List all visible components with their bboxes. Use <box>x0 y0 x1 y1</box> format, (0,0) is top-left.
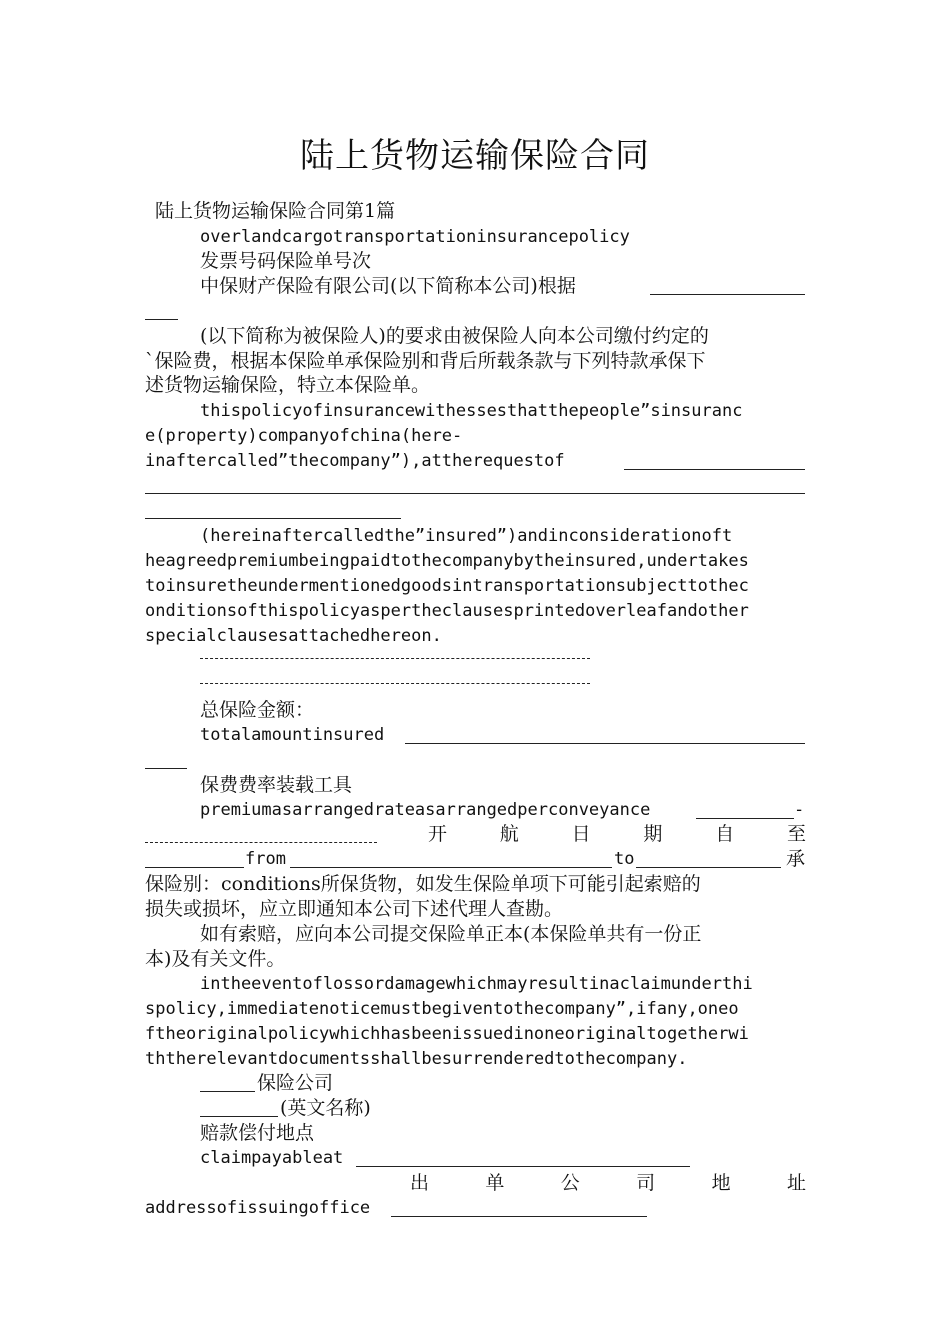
document-title: 陆上货物运输保险合同 <box>300 136 650 176</box>
company-intro: 中保财产保险有限公司(以下简称本公司)根据 <box>200 275 576 297</box>
sailing-char: 日 <box>571 823 591 845</box>
to-label: to <box>614 849 635 869</box>
en-intro-2: e(property)companyofchina(here- <box>145 426 463 446</box>
total-amount-cn: 总保险金额： <box>200 699 315 721</box>
blank-to <box>636 867 781 868</box>
insured-request-1: (以下简称为被保险人)的要求由被保险人向本公司缴付约定的 <box>200 325 709 347</box>
en-insured-2: heagreedpremiumbeingpaidtothecompanybytheinsured,undertakes <box>145 551 749 571</box>
dashed-premium-cont <box>145 842 377 843</box>
dashed-separator-2 <box>200 683 590 684</box>
invoice-line: 发票号码保险单号次 <box>200 250 372 272</box>
claim-en-1: intheeventoflossordamagewhichmayresultinaclaimunderthi <box>200 974 753 994</box>
blank-total-amount-cont <box>145 768 187 769</box>
blank-insured-name <box>650 294 805 295</box>
insured-request-3: 述货物运输保险，特立本保险单。 <box>145 374 431 396</box>
blank-insurer-cn <box>200 1091 255 1092</box>
issuing-char: 司 <box>636 1172 656 1194</box>
blank-request-of-3 <box>145 518 401 519</box>
total-amount-en: totalamountinsured <box>200 725 385 745</box>
blank-premium <box>696 818 794 819</box>
cheng-char: 承 <box>786 848 806 870</box>
en-policy-name: overlandcargotransportationinsurancepolicy <box>200 227 630 247</box>
en-intro-3: inaftercalled”thecompany”),attherequestof <box>145 451 565 471</box>
en-insured-3: toinsuretheundermentionedgoodsintransportationsubjecttothec <box>145 576 749 596</box>
insurer-en-name: (英文名称) <box>280 1097 371 1119</box>
issuing-en: addressofissuingoffice <box>145 1198 371 1218</box>
blank-insurer-en <box>200 1116 278 1117</box>
sailing-char: 开 <box>428 823 448 845</box>
en-insured-5: specialclausesattachedhereon. <box>145 626 442 646</box>
issuing-char: 出 <box>410 1172 430 1194</box>
claim-en-4: ththerelevantdocumentsshallbesurrenderedtothecompany. <box>145 1049 688 1069</box>
claim-cn-2: 本)及有关文件。 <box>145 948 286 970</box>
sailing-char: 航 <box>499 823 519 845</box>
blank-payable-at <box>356 1166 690 1167</box>
blank-sailing-date <box>145 867 244 868</box>
insurer-cn: 保险公司 <box>257 1072 334 1094</box>
blank-insured-name-cont <box>145 319 178 320</box>
dashed-separator-1 <box>200 658 590 659</box>
sailing-date-row <box>428 822 806 847</box>
en-insured-1: (hereinaftercalledthe”insured”)andinconsiderationoft <box>200 526 733 546</box>
issuing-char: 地 <box>711 1172 731 1194</box>
premium-dash: - <box>794 800 805 820</box>
blank-issuing-office <box>391 1216 647 1217</box>
premium-en: premiumasarrangedrateasarrangedperconveyance <box>200 800 651 820</box>
insured-request-2: `保险费，根据本保险单承保险别和背后所载条款与下列特款承保下 <box>145 350 706 372</box>
subtitle: 陆上货物运输保险合同第1篇 <box>155 200 396 222</box>
issuing-address-row <box>410 1171 806 1196</box>
sailing-char: 期 <box>643 823 663 845</box>
payable-en: claimpayableat <box>200 1148 344 1168</box>
sailing-char: 自 <box>715 823 735 845</box>
issuing-char: 址 <box>786 1172 806 1194</box>
premium-cn: 保费费率装载工具 <box>200 774 353 796</box>
issuing-char: 单 <box>485 1172 505 1194</box>
sailing-char: 至 <box>786 823 806 845</box>
from-label: from <box>245 849 286 869</box>
blank-request-of <box>624 469 805 470</box>
blank-request-of-2 <box>145 493 805 494</box>
claim-en-2: spolicy,immediatenoticemustbegiventothecompany”,ifany,oneo <box>145 999 739 1019</box>
blank-total-amount <box>405 743 805 744</box>
blank-from <box>290 867 612 868</box>
claim-cn-1: 如有索赔，应向本公司提交保险单正本(本保险单共有一份正 <box>200 923 702 945</box>
conditions-1: 保险别：conditions所保货物，如发生保险单项下可能引起索赔的 <box>145 873 701 895</box>
payable-cn: 赔款偿付地点 <box>200 1122 315 1144</box>
en-intro-1: thispolicyofinsurancewithessesthatthepeople”sinsuranc <box>200 401 743 421</box>
issuing-char: 公 <box>560 1172 580 1194</box>
claim-en-3: ftheoriginalpolicywhichhasbeenissuedinoneoriginaltogetherwi <box>145 1024 749 1044</box>
conditions-2: 损失或损坏，应立即通知本公司下述代理人查勘。 <box>145 898 564 920</box>
en-insured-4: onditionsofthispolicyaspertheclausesprintedoverleafandother <box>145 601 749 621</box>
